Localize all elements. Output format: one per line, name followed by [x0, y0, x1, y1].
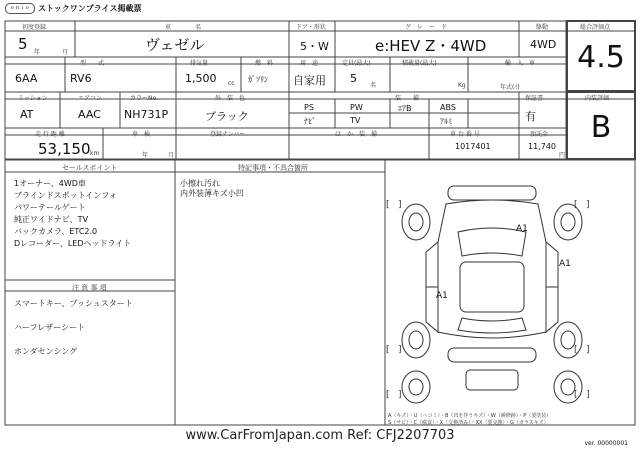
- grade-value: e:HEV Z・4WD: [375, 37, 487, 55]
- equip-pw: PW: [350, 103, 363, 112]
- fuel-value: ｶﾞｿﾘﾝ: [248, 75, 268, 84]
- svg-text:[: [: [386, 200, 390, 210]
- ext-color-label: 外 装 色: [215, 95, 246, 102]
- plate-label: 登録ナンバー: [210, 131, 246, 138]
- month-unit: 月: [62, 49, 69, 56]
- import-label: 輸 入 車: [505, 60, 536, 67]
- model-prefix: 6AA: [15, 72, 38, 85]
- legend-line-2: S（サビ）・C（腐食）・X（交換済み）・XX（要交換）・G（ガラスキズ）: [388, 420, 549, 426]
- auction-logo: ｅｎｉｅ: [5, 3, 35, 14]
- note-2: 内外装薄キズ小凹: [180, 189, 244, 198]
- caution-2: ハーフレザーシート: [14, 323, 86, 332]
- equip-tv: TV: [350, 116, 361, 125]
- svg-text:[: [: [574, 390, 578, 400]
- damage-mark-a1-left: A1: [436, 291, 448, 301]
- km-unit: km: [90, 150, 100, 157]
- sales-point-2: ブラインドスポットインフォ: [14, 191, 117, 200]
- capacity-label: 定員(最大): [342, 60, 371, 67]
- warranty-value: 有: [525, 110, 536, 123]
- drive-value: 4WD: [530, 38, 557, 51]
- other-equip-label: ほ か 装 備: [335, 131, 378, 138]
- capacity-unit: 名: [370, 82, 377, 89]
- drive-label: 駆動: [536, 24, 549, 31]
- capacity-value: 5: [350, 72, 357, 85]
- inspection-year-unit: 年: [142, 152, 149, 159]
- legend-line-1: A（キズ）・U（ヘコミ）・B（凹を伴うキズ）・W（補修跡）・P（要塗装）: [388, 413, 552, 419]
- version-label: ver. 00000001: [584, 440, 628, 447]
- inspection-label: 車 検: [132, 131, 151, 138]
- svg-text:[: [: [574, 200, 578, 210]
- notes-label: 特記事項・不具合箇所: [238, 164, 308, 172]
- aircon-value: AAC: [78, 108, 101, 121]
- equip-ps: PS: [304, 103, 314, 112]
- equipment-label: 装 備: [395, 95, 420, 102]
- svg-text:[: [: [574, 345, 578, 355]
- color-no-value: NH731P: [124, 108, 169, 121]
- svg-text:]: ]: [586, 390, 590, 400]
- year-unit: 年: [34, 49, 41, 56]
- mission-value: AT: [20, 108, 34, 121]
- usage-value: 自家用: [293, 74, 326, 87]
- model-label: 型 式: [80, 60, 105, 67]
- cc-unit: cc: [228, 80, 235, 87]
- car-name: ヴェゼル: [145, 36, 205, 54]
- equip-navi: ﾅﾋﾞ: [304, 117, 316, 126]
- equip-alloy: ｱﾙﾐ: [440, 117, 452, 126]
- car-damage-diagram: [386, 172, 634, 424]
- yen-unit: 円: [559, 152, 566, 159]
- displacement-value: 1,500: [185, 72, 217, 85]
- first-reg-label: 初度登録: [22, 24, 47, 31]
- chassis-label: 車 台 番 号: [450, 131, 480, 138]
- car-name-label: 車 名: [165, 24, 202, 31]
- svg-text:]: ]: [398, 200, 402, 210]
- sales-point-4: 純正ワイドナビ、TV: [14, 215, 89, 224]
- color-no-label: カラーNo.: [130, 95, 158, 102]
- first-reg-year: 5: [18, 35, 28, 53]
- int-score-label: 内装評価: [585, 95, 610, 102]
- caution-1: スマートキー、プッシュスタート: [14, 299, 133, 308]
- grade-label: グ レ ー ド: [405, 24, 448, 31]
- load-unit: Kg: [458, 82, 466, 89]
- mileage-value: 53,150: [38, 140, 91, 158]
- ext-color-value: ブラック: [205, 110, 249, 123]
- displacement-label: 排気量: [190, 60, 209, 67]
- load-label: 積載量(最大): [402, 60, 437, 67]
- usage-label: 用 途: [300, 60, 319, 67]
- damage-mark-a1-right: A1: [559, 259, 571, 269]
- sheet-title: ストックワンプライス掲載票: [38, 4, 142, 13]
- svg-text:[: [: [386, 345, 390, 355]
- fuel-label: 燃 料: [255, 60, 274, 67]
- watermark: www.CarFromJapan.com Ref: CFJ2207703: [185, 428, 455, 443]
- warranty-label: 保証書: [525, 95, 544, 102]
- note-1: 小擦れ汚れ: [180, 179, 220, 188]
- svg-text:]: ]: [398, 390, 402, 400]
- aircon-label: エアコン: [78, 95, 102, 102]
- svg-text:]: ]: [586, 345, 590, 355]
- damage-mark-a1-front: A1: [516, 224, 528, 234]
- import-year-label: 年式(ｲ): [500, 84, 520, 91]
- sales-point-1: 1オーナー、4WD車: [14, 179, 86, 188]
- sales-point-5: バックカメラ、ETC2.0: [14, 227, 98, 236]
- svg-text:[: [: [386, 390, 390, 400]
- caution-3: ホンダセンシング: [14, 347, 78, 356]
- interior-score: B: [590, 110, 612, 145]
- overall-score: 4.5: [577, 40, 625, 75]
- svg-text:]: ]: [586, 200, 590, 210]
- model-code: RV6: [70, 72, 92, 85]
- equip-airbag: ｴｱB: [398, 104, 412, 113]
- svg-text:]: ]: [398, 345, 402, 355]
- doors-value: 5・W: [300, 40, 329, 53]
- chassis-value: 1017401: [455, 142, 491, 151]
- price-value: 11,740: [528, 142, 556, 151]
- mission-label: ミッション: [18, 95, 48, 102]
- sales-points-label: セールスポイント: [62, 164, 118, 172]
- cautions-label: 注 意 事 項: [72, 284, 107, 292]
- mileage-label: 走 行 距 離: [35, 131, 65, 138]
- sales-point-3: パワーテールゲート: [14, 203, 86, 212]
- inspection-month-unit: 月: [168, 152, 175, 159]
- price-label: 預託金: [530, 131, 549, 138]
- doors-label: ドア・形状: [296, 24, 326, 31]
- sales-point-6: Dレコーダー、LEDヘッドライト: [14, 239, 132, 248]
- score-label: 総合評価点: [580, 24, 611, 31]
- equip-abs: ABS: [440, 103, 456, 112]
